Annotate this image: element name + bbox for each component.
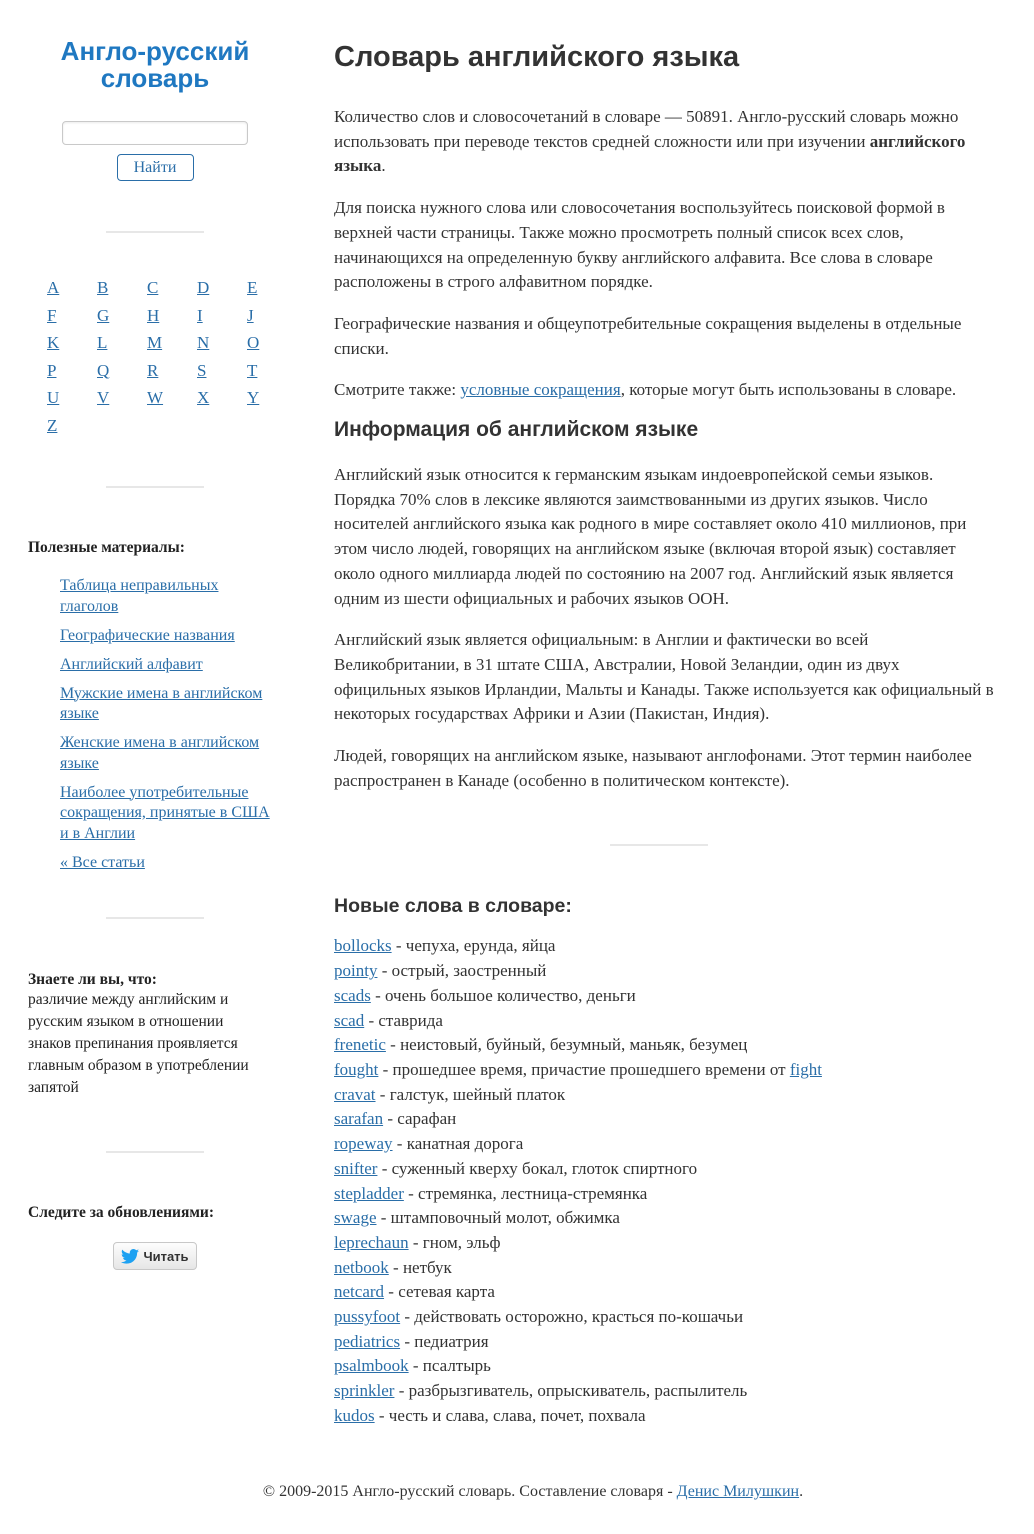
materials-heading: Полезные материалы: xyxy=(28,539,185,556)
new-word-translation: - разбрызгиватель, опрыскиватель, распылитель xyxy=(394,1381,748,1401)
materials-link[interactable]: Женские имена в английском языке xyxy=(60,734,260,772)
alphabet-letter-r[interactable]: R xyxy=(147,360,159,380)
materials-link[interactable]: Наиболее употребительные сокращения, принятые в США и в Англии xyxy=(60,783,270,842)
new-word-link[interactable]: sarafan xyxy=(334,1109,384,1129)
new-word-link[interactable]: frenetic xyxy=(334,1035,386,1055)
new-word-link[interactable]: netcard xyxy=(334,1282,385,1302)
alphabet-letter-o[interactable]: O xyxy=(247,333,260,352)
new-word-item xyxy=(334,1132,994,1157)
alphabet-letter-h[interactable]: H xyxy=(147,305,160,325)
materials-item xyxy=(60,576,275,617)
new-word-translation: - галстук, шейный платок xyxy=(375,1084,566,1104)
site-logo[interactable]: Англо-русский словарь xyxy=(60,36,250,93)
new-word-item xyxy=(334,1157,994,1182)
alphabet-letter-c[interactable]: C xyxy=(147,278,159,297)
follow-heading: Следите за обновлениями: xyxy=(28,1204,214,1221)
new-word-link[interactable]: cravat xyxy=(334,1084,376,1104)
new-word-item xyxy=(334,1206,994,1231)
new-word-link[interactable]: pussyfoot xyxy=(334,1307,401,1327)
alphabet-letter-i[interactable]: I xyxy=(197,305,203,325)
alphabet-letter-l[interactable]: L xyxy=(97,333,108,352)
materials-link[interactable]: Мужские имена в английском языке xyxy=(60,684,263,722)
alphabet-letter-g[interactable]: G xyxy=(97,305,110,325)
alphabet-letter-t[interactable]: T xyxy=(247,360,258,380)
new-word-item xyxy=(334,1379,994,1404)
new-word-link[interactable]: psalmbook xyxy=(334,1356,409,1376)
search-hint-paragraph: Для поиска нужного слова или словосочетания воспользуйтесь поисковой формой в верхней части страницы. Также можно просмотреть полный список всех слов, начинающихся на определенную букву английского алфавита. Все слова в словаре расположены в строго алфавитном порядке. xyxy=(334,198,945,292)
new-word-translation: - действовать осторожно, красться по-кошачьи xyxy=(400,1307,744,1327)
new-word-link[interactable]: sprinkler xyxy=(334,1381,395,1401)
new-word-translation: - сетевая карта xyxy=(384,1282,495,1302)
alphabet-letter-e[interactable]: E xyxy=(247,278,258,297)
twitter-bird-icon xyxy=(121,1249,139,1264)
new-word-link[interactable]: stepladder xyxy=(334,1183,404,1203)
new-word-item xyxy=(334,1058,994,1083)
alphabet-letter-x[interactable]: X xyxy=(197,388,210,407)
new-word-item xyxy=(334,1009,994,1034)
materials-item xyxy=(60,733,275,774)
materials-link[interactable]: Таблица неправильных глаголов xyxy=(60,577,219,615)
alphabet-letter-f[interactable]: F xyxy=(47,305,57,325)
footer xyxy=(0,1483,1034,1501)
new-word-item xyxy=(334,1330,994,1355)
search-button[interactable]: Найти xyxy=(117,154,194,181)
new-word-item xyxy=(334,959,994,984)
new-word-translation: - псалтырь xyxy=(408,1356,491,1376)
new-word-translation: - очень большое количество, деньги xyxy=(370,985,636,1005)
see-also-text: Смотрите также: xyxy=(334,380,461,400)
new-word-link[interactable]: netbook xyxy=(334,1257,389,1277)
materials-item xyxy=(60,684,275,725)
new-words-list xyxy=(334,934,994,1428)
new-word-translation: - честь и слава, слава, почет, похвала xyxy=(374,1405,646,1425)
author-link[interactable]: Денис Милушкин xyxy=(676,1483,800,1500)
did-you-know-heading: Знаете ли вы, что: xyxy=(28,971,157,988)
main-divider xyxy=(610,844,708,846)
intro-text: Количество слов и словосочетаний в словаре — 50891. Англо-русский словарь можно использовать при переводе текстов средней сложности или при изучении xyxy=(334,107,959,151)
see-also-end: , которые могут быть использованы в словаре. xyxy=(620,380,957,400)
sidebar-divider xyxy=(106,231,204,233)
alphabet-letter-j[interactable]: J xyxy=(247,305,254,325)
intro-bold: английского языка xyxy=(334,131,966,176)
new-word-link[interactable]: snifter xyxy=(334,1158,378,1178)
abbreviations-link[interactable]: условные сокращения xyxy=(460,380,621,400)
alphabet-letter-z[interactable]: Z xyxy=(47,415,58,435)
lists-paragraph: Географические названия и общеупотребительные сокращения выделены в отдельные списки. xyxy=(334,313,962,358)
new-word-link[interactable]: leprechaun xyxy=(334,1232,409,1252)
new-word-link[interactable]: pointy xyxy=(334,961,378,981)
info-heading: Информация об английском языке xyxy=(334,418,699,442)
alphabet-letter-k[interactable]: K xyxy=(47,333,60,352)
new-word-link[interactable]: bollocks xyxy=(334,936,392,956)
sidebar-divider xyxy=(106,486,204,488)
materials-item xyxy=(60,626,275,647)
alphabet-letter-b[interactable]: B xyxy=(97,278,109,297)
alphabet-letter-u[interactable]: U xyxy=(47,388,60,407)
materials-item xyxy=(60,783,275,845)
info-paragraph-2: Английский язык является официальным: в Англии и фактически во всей Великобритании, в 31 штате США, Австралии, Новой Зеландии, один из двух официльных языков Ирландии, Мальты и Канады. Также используется как официальный в некоторых государствах Африки и Азии (Пакистан, Индия). xyxy=(334,630,994,724)
alphabet-letter-m[interactable]: M xyxy=(147,333,163,352)
new-word-link[interactable]: kudos xyxy=(334,1405,375,1425)
new-word-item xyxy=(334,1083,994,1108)
new-word-link[interactable]: swage xyxy=(334,1208,377,1228)
materials-item xyxy=(60,655,275,676)
new-word-item xyxy=(334,1182,994,1207)
intro-end: . xyxy=(381,156,386,176)
new-word-link[interactable]: pediatrics xyxy=(334,1331,401,1351)
new-word-item xyxy=(334,1231,994,1256)
footer-copyright: © 2009-2015 Англо-русский словарь. Составление словаря - xyxy=(262,1483,677,1500)
new-word-translation: - острый, заостренный xyxy=(377,961,547,981)
materials-link[interactable]: « Все статьи xyxy=(60,853,145,871)
materials-link[interactable]: Географические названия xyxy=(60,626,235,644)
new-word-translation: - суженный кверху бокал, глоток спиртного xyxy=(377,1158,698,1178)
alphabet-index xyxy=(47,274,282,439)
alphabet-letter-n[interactable]: N xyxy=(197,333,210,352)
new-word-link[interactable]: scads xyxy=(334,985,371,1005)
new-word-translation: - канатная дорога xyxy=(392,1134,524,1154)
new-word-link[interactable]: ropeway xyxy=(334,1134,393,1154)
new-word-translation: - ставрида xyxy=(364,1010,443,1030)
new-word-translation: - чепуха, ерунда, яйца xyxy=(391,936,556,956)
main-content xyxy=(334,38,994,1429)
footer-end: . xyxy=(799,1483,804,1500)
materials-item xyxy=(60,853,275,874)
alphabet-letter-d[interactable]: D xyxy=(197,278,210,297)
alphabet-letter-s[interactable]: S xyxy=(197,360,207,380)
alphabet-letter-q[interactable]: Q xyxy=(97,360,110,380)
new-word-item xyxy=(334,1280,994,1305)
did-you-know-text: различие между английским и русским языком в отношении знаков препинания проявляется главным образом в употреблении запятой xyxy=(28,991,249,1096)
new-word-item xyxy=(334,1256,994,1281)
alphabet-letter-w[interactable]: W xyxy=(147,388,164,407)
new-word-reference-link[interactable]: fight xyxy=(789,1059,822,1079)
new-words-heading: Новые слова в словаре: xyxy=(334,895,572,918)
info-paragraph-3: Людей, говорящих на английском языке, называют англофонами. Этот термин наиболее распространен в Канаде (особенно в политическом контексте). xyxy=(334,746,972,790)
new-word-translation: - штамповочный молот, обжимка xyxy=(376,1208,620,1228)
new-word-translation: - нетбук xyxy=(388,1257,452,1277)
new-word-link[interactable]: scad xyxy=(334,1010,365,1030)
new-word-link[interactable]: fought xyxy=(334,1059,379,1079)
sidebar-divider xyxy=(106,917,204,919)
materials-link[interactable]: Английский алфавит xyxy=(60,655,203,673)
new-word-translation: - неистовый, буйный, безумный, маньяк, безумец xyxy=(385,1035,748,1055)
new-word-item xyxy=(334,1107,994,1132)
search-input[interactable] xyxy=(62,121,248,145)
see-also-paragraph xyxy=(334,378,994,403)
new-word-item xyxy=(334,1354,994,1379)
new-word-item xyxy=(334,1033,994,1058)
sidebar-divider xyxy=(106,1151,204,1153)
twitter-follow-button[interactable] xyxy=(113,1242,197,1270)
alphabet-letter-v[interactable]: V xyxy=(97,388,110,407)
twitter-button-label: Читать xyxy=(143,1248,189,1264)
new-word-translation: - прошедшее время, причастие прошедшего времени от xyxy=(378,1059,790,1079)
alphabet-letter-p[interactable]: P xyxy=(47,360,57,380)
new-word-translation: - сарафан xyxy=(383,1109,457,1129)
new-word-translation: - стремянка, лестница-стремянка xyxy=(403,1183,648,1203)
new-word-translation: - гном, эльф xyxy=(408,1232,501,1252)
alphabet-letter-a[interactable]: A xyxy=(47,278,60,297)
new-word-item xyxy=(334,1404,994,1429)
page-title: Словарь английского языка xyxy=(334,41,740,73)
materials-list xyxy=(28,576,282,873)
new-word-item xyxy=(334,984,994,1009)
new-word-translation: - педиатрия xyxy=(400,1331,489,1351)
alphabet-letter-y[interactable]: Y xyxy=(247,388,260,407)
new-word-item xyxy=(334,934,994,959)
sidebar xyxy=(28,38,282,1270)
new-word-item xyxy=(334,1305,994,1330)
intro-paragraph xyxy=(334,105,994,179)
info-paragraph-1: Английский язык относится к германским языкам индоевропейской семьи языков. Порядка 70% слов в лексике являются заимствованными из других языков. Число носителей английского языка как родного в мире составляет около 410 миллионов, при этом число людей, говорящих на английском языке (включая второй язык) составляет около одного миллиарда людей по состоянию на 2007 год. Английский язык является одним из шести официальных и рабочих языков ООН. xyxy=(334,465,967,608)
